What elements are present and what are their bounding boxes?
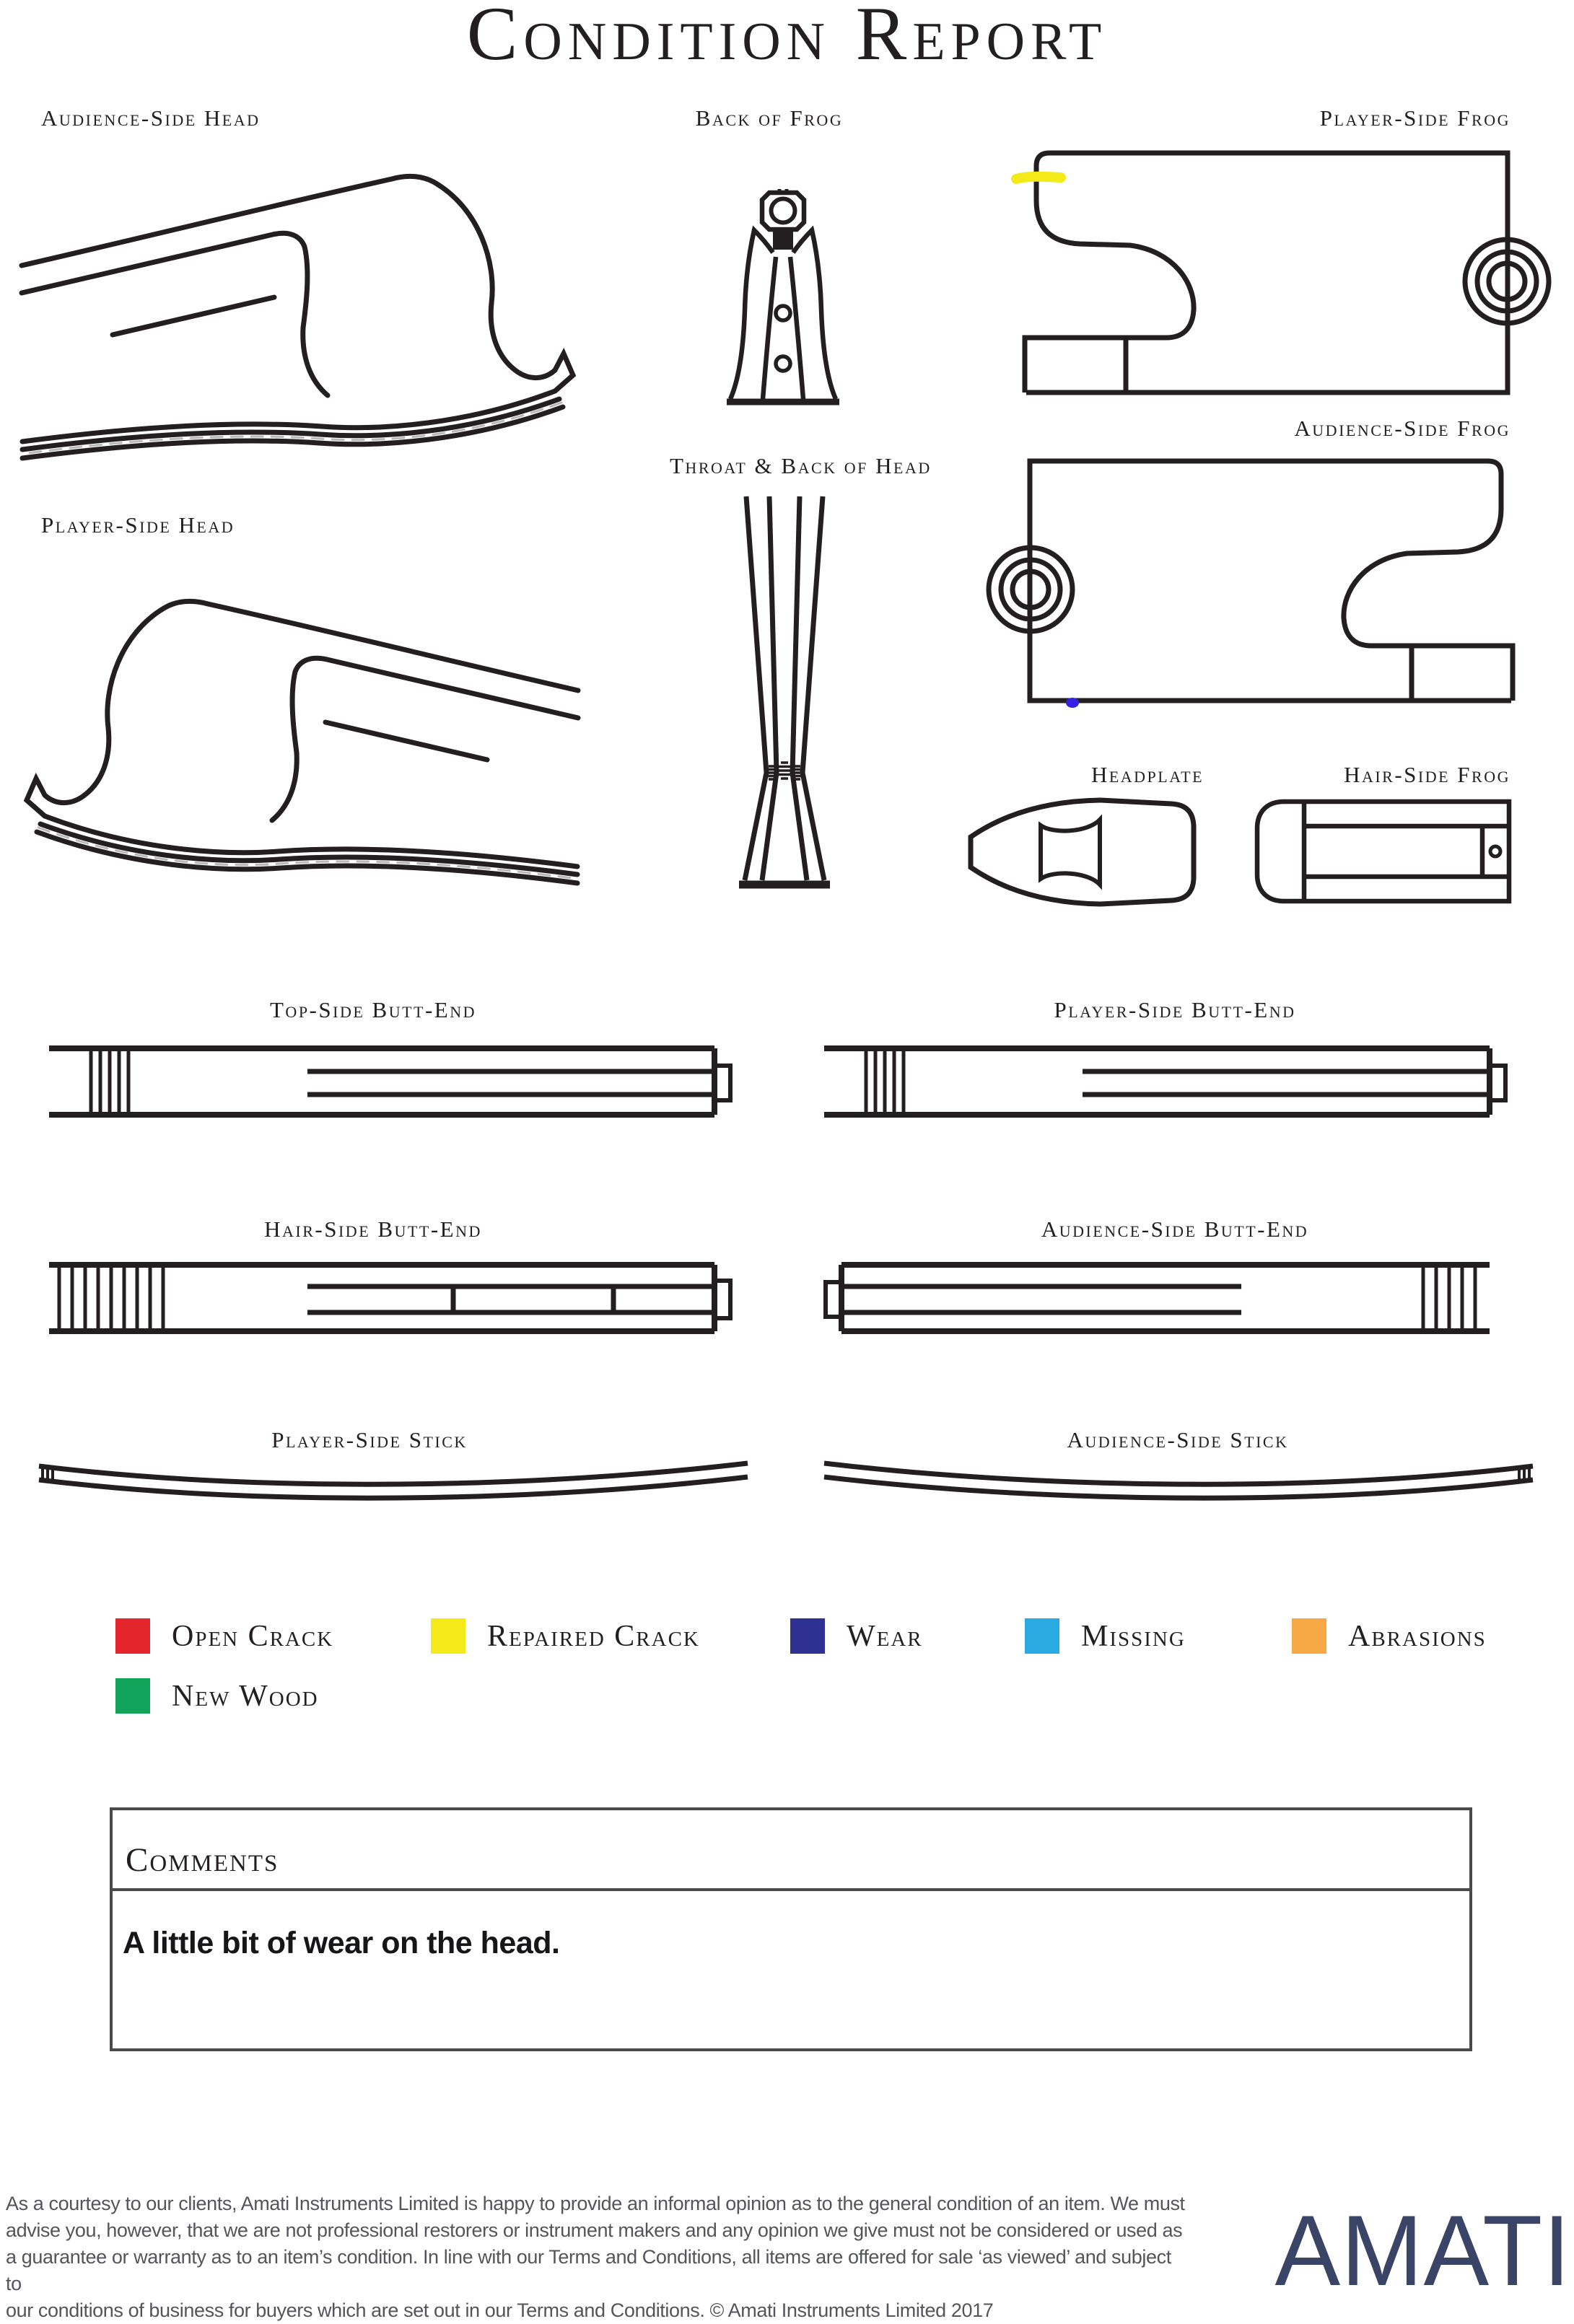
label-headplate: Headplate	[1090, 762, 1204, 787]
player-side-head-drawing	[20, 566, 580, 891]
player-side-stick-drawing	[35, 1456, 753, 1501]
wear-mark	[1066, 698, 1079, 708]
label-back-of-frog: Back of Frog	[695, 105, 844, 131]
wear-swatch	[790, 1618, 825, 1654]
label-player-side-butt-end: Player-Side Butt-End	[1054, 997, 1296, 1022]
legend-label: Missing	[1081, 1619, 1186, 1653]
hair-side-butt-end-drawing	[49, 1259, 735, 1337]
label-audience-side-stick: Audience-Side Stick	[1067, 1427, 1289, 1452]
audience-side-stick-drawing	[819, 1456, 1537, 1501]
open-crack-swatch	[115, 1618, 150, 1654]
legend-label: Wear	[847, 1619, 923, 1653]
new-wood-swatch	[115, 1678, 150, 1714]
label-throat-back-of-head: Throat & Back of Head	[670, 453, 932, 478]
audience-side-frog-drawing	[1025, 458, 1527, 707]
label-player-side-stick: Player-Side Stick	[271, 1427, 468, 1452]
label-audience-side-head: Audience-Side Head	[41, 105, 261, 131]
comments-text: A little bit of wear on the head.	[123, 1926, 560, 1960]
legend-label: Abrasions	[1348, 1619, 1487, 1653]
disclaimer-line: advise you, however, that we are not professional restorers or instrument makers and any opinion we give must not be considered or used as	[6, 2219, 1183, 2241]
disclaimer-text	[6, 2191, 1189, 2324]
label-audience-side-frog: Audience-Side Frog	[1294, 416, 1510, 441]
legend-item-new-wood	[115, 1678, 319, 1714]
player-side-butt-end-drawing	[824, 1043, 1510, 1121]
audience-side-butt-end-drawing	[824, 1259, 1510, 1337]
label-player-side-head: Player-Side Head	[41, 512, 235, 538]
legend-item-repaired-crack	[431, 1618, 700, 1654]
comments-header-band	[113, 1810, 1469, 1891]
label-top-side-butt-end: Top-Side Butt-End	[269, 997, 477, 1022]
missing-swatch	[1025, 1618, 1059, 1654]
waist-hatch-marks	[766, 763, 803, 779]
page-title: Condition Report	[466, 0, 1108, 76]
disclaimer-line: a guarantee or warranty as to an item’s condition. In line with our Terms and Conditions, all items are offered for sale ‘as viewed’ and subject to	[6, 2246, 1171, 2294]
amati-logo: AMATI	[1274, 2194, 1571, 2307]
legend-label: Open Crack	[172, 1619, 334, 1653]
disclaimer-line: As a courtesy to our clients, Amati Instruments Limited is happy to provide an informal opinion as to the general condition of an item. We must	[6, 2193, 1185, 2214]
player-side-frog-drawing	[1010, 150, 1513, 395]
label-hair-side-frog: Hair-Side Frog	[1344, 762, 1510, 787]
throat-back-of-head-drawing	[738, 496, 831, 893]
legend-label: Repaired Crack	[487, 1619, 700, 1653]
audience-side-head-drawing	[20, 141, 580, 466]
legend-label: New Wood	[172, 1679, 319, 1713]
legend-item-abrasions	[1292, 1618, 1487, 1654]
disclaimer-line: our conditions of business for buyers which are set out in our Terms and Conditions. © Amati Instruments Limited 2017	[6, 2299, 994, 2321]
label-player-side-frog: Player-Side Frog	[1319, 105, 1510, 131]
repaired-crack-swatch	[431, 1618, 465, 1654]
legend-item-open-crack	[115, 1618, 333, 1654]
repaired-crack-mark	[1016, 177, 1061, 179]
label-audience-side-butt-end: Audience-Side Butt-End	[1041, 1216, 1309, 1242]
comments-box	[110, 1807, 1472, 2051]
headplate-drawing	[963, 795, 1202, 909]
abrasions-swatch	[1292, 1618, 1326, 1654]
legend-item-missing	[1025, 1618, 1186, 1654]
back-of-frog-drawing	[722, 189, 844, 405]
top-side-butt-end-drawing	[49, 1043, 735, 1121]
hair-side-frog-drawing	[1252, 799, 1513, 904]
comments-heading: Comments	[126, 1841, 279, 1879]
label-hair-side-butt-end: Hair-Side Butt-End	[264, 1216, 482, 1242]
legend-item-wear	[790, 1618, 923, 1654]
